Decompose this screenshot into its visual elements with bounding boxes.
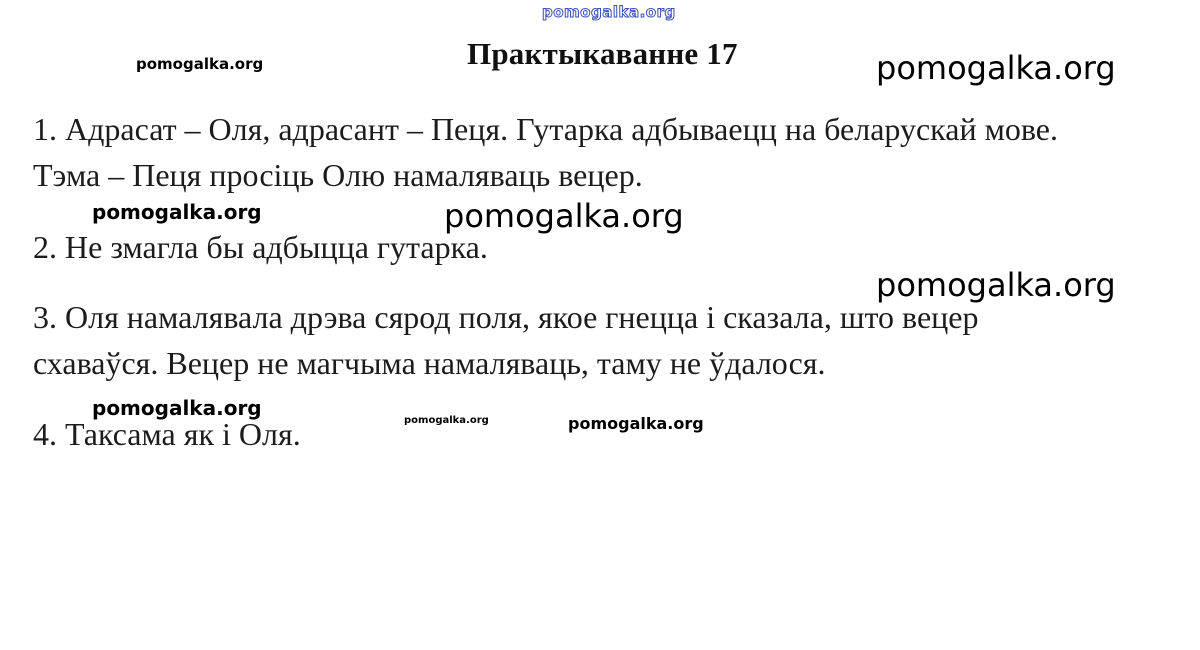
answer-1-line-1: 1. Адрасат – Оля, адрасант – Пеця. Гутарка адбываецц на беларускай мове. — [33, 111, 1058, 147]
answer-3-line-2: схаваўся. Вецер не магчыма намаляваць, таму не ўдалося. — [33, 345, 826, 381]
answer-2-line-1: 2. Не змагла бы адбыцца гутарка. — [33, 229, 488, 265]
header-left-watermark: pomogalka.org — [136, 55, 264, 73]
mid-left-watermark: pomogalka.org — [92, 200, 262, 224]
answer-1-line-2: Тэма – Пеця просіць Олю намаляваць вецер. — [33, 157, 643, 193]
answer-3-line-1: 3. Оля намалявала дрэва сярод поля, якое гнецца і сказала, што вецер — [33, 299, 979, 335]
answer-4-line-1: 4. Таксама як і Оля. — [33, 416, 301, 452]
header-right-watermark: pomogalka.org — [876, 49, 1116, 87]
mid-center-watermark: pomogalka.org — [444, 197, 684, 235]
page-title: Практыкаванне 17 — [467, 36, 738, 71]
answer-1 — [33, 106, 1058, 198]
mid-right-watermark: pomogalka.org — [876, 266, 1116, 304]
low-tiny-watermark: pomogalka.org — [404, 415, 489, 426]
answer-2 — [33, 224, 488, 270]
low-left-watermark: pomogalka.org — [92, 396, 262, 420]
low-center-watermark: pomogalka.org — [568, 414, 704, 433]
answer-3 — [33, 294, 979, 386]
top-watermark: pomogalka.org — [542, 3, 676, 21]
